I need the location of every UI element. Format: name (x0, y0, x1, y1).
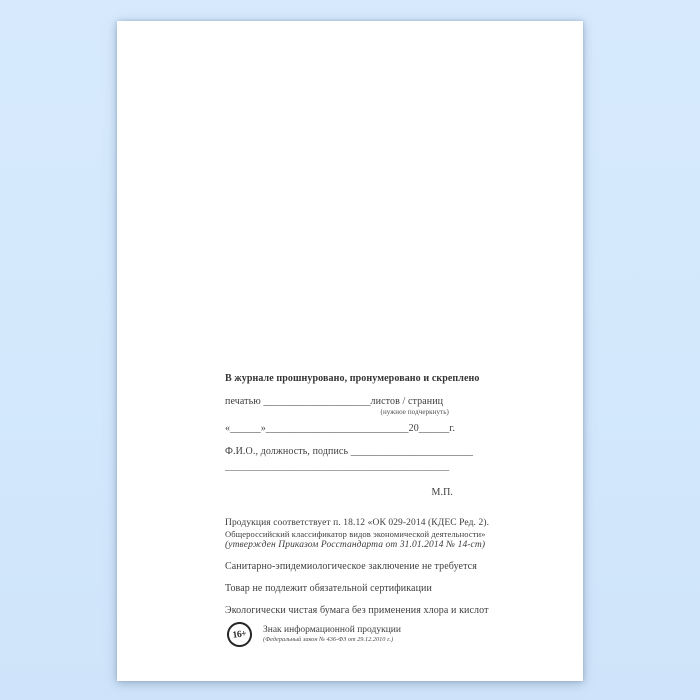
binding-heading: В журнале прошнуровано, пронумеровано и скреплено (225, 373, 480, 384)
underline-note: (нужное подчеркнуть) (380, 408, 449, 416)
blank-fill-line: ____________________________________________ (225, 461, 450, 472)
date-fill-line: «______»____________________________20______г. (225, 423, 456, 434)
seal-fill-line: печатью _____________________листов / страниц (225, 396, 444, 407)
product-info-line-1: Продукция соответствует п. 18.12 «ОК 029-2014 (КДЕС Ред. 2). (225, 518, 490, 528)
document-page (117, 21, 583, 681)
statement-certification: Товар не подлежит обязательной сертификации (225, 583, 432, 594)
age-rating-16plus-icon: 16+ (225, 620, 253, 648)
signature-fill-line: Ф.И.О., должность, подпись ________________________ (225, 446, 474, 457)
product-info-line-2: Общероссийский классификатор видов экономической деятельности» (225, 529, 486, 539)
statement-sanitary: Санитарно-эпидемиологическое заключение не требуется (225, 561, 477, 572)
age-mark-law-reference: (Федеральный закон № 436-ФЗ от 29.12.2010 г.) (263, 636, 394, 643)
stamp-place-abbr: М.П. (431, 487, 453, 498)
product-info-line-3: (утвержден Приказом Росстандарта от 31.01.2014 № 14-ст) (225, 540, 486, 550)
age-mark-title: Знак информационной продукции (263, 625, 401, 635)
statement-eco-paper: Экологически чистая бумага без применения хлора и кислот (225, 605, 489, 616)
